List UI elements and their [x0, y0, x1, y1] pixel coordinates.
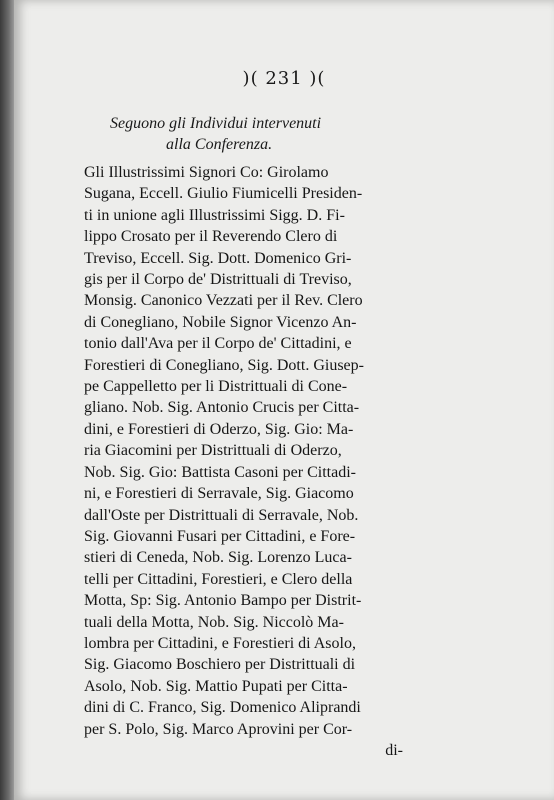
- text-line: Motta, Sp: Sig. Antonio Bampo per Distrit-: [84, 592, 362, 610]
- text-line: Asolo, Nob. Sig. Mattio Pupati per Citta-: [84, 677, 348, 695]
- text-line: gliano. Nob. Sig. Antonio Crucis per Citta-: [84, 399, 360, 417]
- book-page: [14, 0, 554, 800]
- text-line: dall'Oste per Distrittuali di Serravale, Nob.: [84, 506, 359, 524]
- section-heading: [110, 113, 321, 155]
- text-line: Sig. Giacomo Boschiero per Distrittuali di: [84, 656, 356, 674]
- body-text: [84, 162, 409, 761]
- text-line: Forestieri di Conegliano, Sig. Dott. Giusep-: [84, 356, 364, 374]
- text-line: Treviso, Eccell. Sig. Dott. Domenico Gri-: [84, 249, 352, 267]
- text-line: ria Giacomini per Distrittuali di Oderzo,: [84, 442, 342, 460]
- text-line: pe Cappelletto per li Distrittuali di Cone-: [84, 378, 348, 396]
- section-heading-line-1: Seguono gli Individui intervenuti: [110, 115, 322, 132]
- text-line: ti in unione agli Illustrissimi Sigg. D. Fi-: [84, 206, 345, 224]
- text-line: tonio dall'Ava per il Corpo de' Cittadini, e: [84, 335, 352, 353]
- section-heading-line-2: alla Conferenza.: [166, 136, 273, 153]
- text-line: ni, e Forestieri di Serravale, Sig. Giacomo: [84, 485, 354, 503]
- page-number-header: )( 231 )(: [242, 68, 326, 89]
- text-line: per S. Polo, Sig. Marco Aprovini per Cor-: [84, 720, 353, 738]
- text-line: gis per il Corpo de' Distrittuali di Treviso,: [84, 271, 352, 289]
- text-line: dini di C. Franco, Sig. Domenico Aliprandi: [84, 699, 361, 717]
- text-line: lombra per Cittadini, e Forestieri di Asolo,: [84, 634, 356, 652]
- text-line: telli per Cittadini, Forestieri, e Clero della: [84, 570, 353, 588]
- text-line: dini, e Forestieri di Oderzo, Sig. Gio: Ma-: [84, 420, 354, 438]
- text-line: lippo Crosato per il Reverendo Clero di: [84, 228, 338, 246]
- text-line: stieri di Ceneda, Nob. Sig. Lorenzo Luca-: [84, 549, 352, 567]
- catchword: di-: [385, 741, 403, 759]
- text-line: di Conegliano, Nobile Signor Vicenzo An-: [84, 313, 357, 331]
- text-line: tuali della Motta, Nob. Sig. Niccolò Ma-: [84, 613, 344, 631]
- text-line: Monsig. Canonico Vezzati per il Rev. Clero: [84, 292, 363, 310]
- book-spine-shadow: [0, 0, 14, 800]
- text-line: Sugana, Eccell. Giulio Fiumicelli Presiden-: [84, 185, 363, 203]
- text-line: Nob. Sig. Gio: Battista Casoni per Cittadi-: [84, 463, 356, 481]
- text-line: Sig. Giovanni Fusari per Cittadini, e Fore-: [84, 527, 356, 545]
- text-line: Gli Illustrissimi Signori Co: Girolamo: [84, 164, 329, 181]
